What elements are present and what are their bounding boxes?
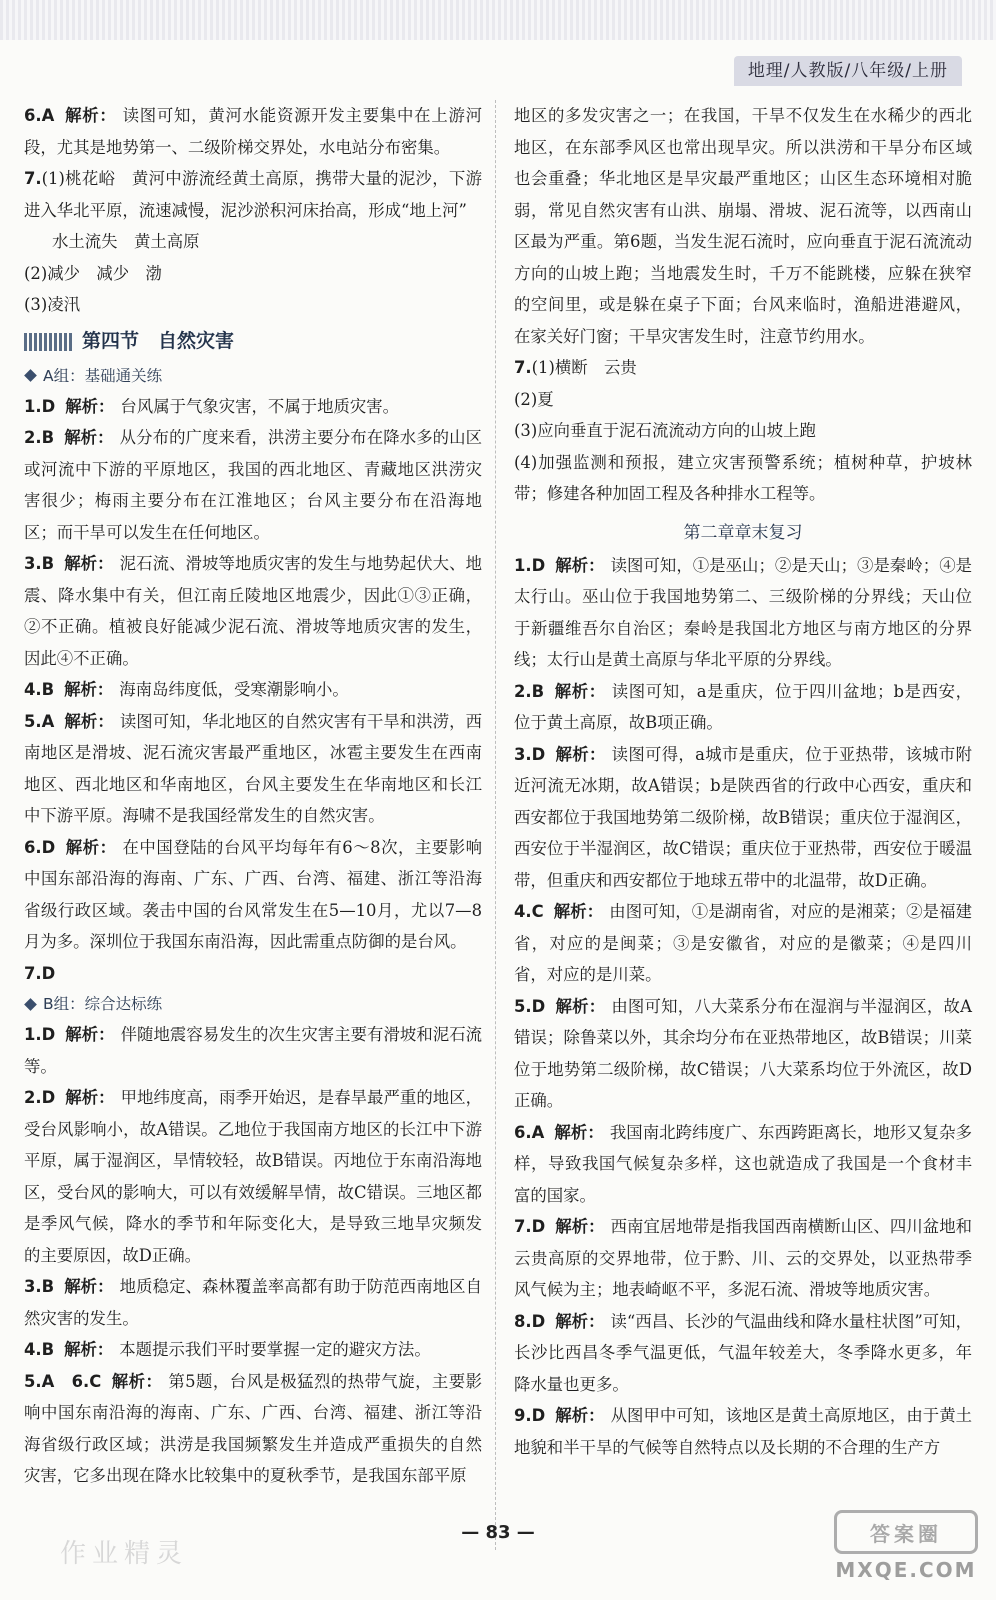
watermark-url: MXQE.COM — [835, 1558, 977, 1582]
answer-item: 2.B 解析： 读图可知，a是重庆，位于四川盆地；b是西安，位于黄土高原，故B项正确。 — [514, 681, 972, 732]
answer-item: 3.B 解析： 地质稳定、森林覆盖率高都有助于防范西南地区自然灾害的发生。 — [24, 1277, 483, 1328]
answer-item: 7.(1)桃花峪 黄河中游流经黄土高原，携带大量的泥沙，下游进入华北平原，流速减慢，泥沙淤积河床抬高，形成“地上河” — [24, 169, 482, 220]
answer-item: 4.C 解析： 由图可知，①是湖南省，对应的是湘菜；②是福建省，对应的是闽菜；③是安徽省，对应的是徽菜；④是四川省，对应的是川菜。 — [514, 902, 973, 984]
answer-item: 2.B 解析： 从分布的广度来看，洪涝主要分布在降水多的山区或河流中下游的平原地区，我国的西北地区、青藏地区洪涝灾害很少；梅雨主要分布在江淮地区；台风主要分布在沿海地区；而干旱可以发生在任何地区。 — [24, 428, 483, 542]
page-number: — 83 — — [461, 1522, 535, 1543]
answer-item: 7.(1)横断 云贵 — [514, 358, 637, 377]
answer-line: (2)减少 减少 渤 — [24, 263, 162, 283]
site-watermark — [834, 1510, 978, 1582]
answer-item: 7.D — [24, 963, 56, 983]
diamond-icon — [24, 369, 37, 382]
chapter-review-heading: 第二章章末复习 — [683, 522, 803, 543]
section-bars-icon — [24, 333, 74, 351]
group-heading-b: B组：综合达标练 — [24, 989, 482, 1019]
answer-item: 8.D 解析： 读“西昌、长沙的气温曲线和降水量柱状图”可知，长沙比西昌冬季气温更低，气温年较差大，冬季降水更多，年降水量也更多。 — [514, 1311, 972, 1394]
answer-item: 1.D 解析： 伴随地震容易发生的次生灾害主要有滑坡和泥石流等。 — [24, 1025, 483, 1076]
running-header: 地理/人教版/八年级/上册 — [734, 56, 962, 86]
answer-continuation: 地区的多发灾害之一；在我国，干旱不仅发生在水稀少的西北地区，在东部季风区也常出现旱灾。所以洪涝和干旱分布区域也会重叠；华北地区是旱灾最严重地区；山区生态环境相对脆弱，常见自然灾害有山洪、崩塌、滑坡、泥石流等，以西南山区最为严重。第6题，当发生泥石流时，应向垂直于泥石流流动方向的山坡上跑；当地震发生时，千万不能跳楼，应躲在狭窄的空间里，或是躲在桌子下面；台风来临时，渔船进港避风，在家关好门窗；干旱灾害发生时，注意节约用水。 — [514, 106, 972, 346]
group-heading-a: A组：基础通关练 — [24, 361, 482, 391]
answer-item: 4.B 解析： 本题提示我们平时要掌握一定的避灾方法。 — [24, 1340, 431, 1359]
watermark-logo-icon: 答案圈 — [834, 1510, 978, 1554]
answer-item: 6.A 解析： 读图可知，黄河水能资源开发主要集中在上游河段，尤其是地势第一、二级阶梯交界处，水电站分布密集。 — [24, 106, 483, 157]
answer-item: 3.B 解析： 泥石流、滑坡等地质灾害的发生与地势起伏大、地震、降水集中有关，但江南丘陵地区地震少，因此①③正确，②不正确。植被良好能减少泥石流、滑坡等地质灾害的发生，因此④不正确。 — [24, 554, 483, 668]
answer-item: 5.A 6.C 解析： 第5题，台风是极猛烈的热带气旋，主要影响中国东南沿海的海南、广东、广西、台湾、福建、浙江等沿海省级行政区域；洪涝是我国频繁发生并造成严重损失的自然灾害，它多出现在降水比较集中的夏秋季节，是我国东部平原 — [24, 1371, 483, 1485]
answer-item: 6.A 解析： 我国南北跨纬度广、东西跨距离长，地形又复杂多样，导致我国气候复杂多样，这也就造成了我国是一个食材丰富的国家。 — [514, 1122, 973, 1205]
answer-item: 3.D 解析： 读图可得，a城市是重庆，位于亚热带，该城市附近河流无冰期，故A错误；b是陕西省的行政中心西安，重庆和西安都位于我国地势第二级阶梯，故B错误；重庆位于湿润区，西安位于半湿润区，故C错误；重庆位于亚热带，西安位于暖温带，但重庆和西安都位于地球五带中的北温带，故D正确。 — [514, 744, 972, 890]
answer-item: 1.D 解析： 读图可知，①是巫山；②是天山；③是秦岭；④是太行山。巫山位于我国地势第二、三级阶梯的分界线；天山位于新疆维吾尔自治区；秦岭是我国北方地区与南方地区的分界线；太行山是黄土高原与华北平原的分界线。 — [514, 555, 973, 669]
answer-item: 7.D 解析： 西南宜居地带是指我国西南横断山区、四川盆地和云贵高原的交界地带，位于黔、川、云的交界处，以亚热带季风气候为主；地表崎岖不平，多泥石流、滑坡等地质灾害。 — [514, 1217, 973, 1299]
answer-line: (2)夏 — [514, 389, 554, 409]
answer-item: 4.B 解析： 海南岛纬度低，受寒潮影响小。 — [24, 680, 349, 699]
answer-line: (3)凌汛 — [24, 295, 80, 314]
column-divider — [495, 100, 496, 1550]
answer-item: 9.D 解析： 从图甲中可知，该地区是黄土高原地区，由于黄土地貌和半干旱的气候等自然特点以及长期的不合理的生产方 — [514, 1406, 973, 1457]
top-scan-band — [0, 0, 996, 40]
answer-line: (3)应向垂直于泥石流流动方向的山坡上跑 — [514, 421, 816, 440]
faint-watermark-text: 作业精灵 — [60, 1539, 189, 1569]
answer-line: 水土流失 黄土高原 — [52, 232, 200, 251]
answer-line: (4)加强监测和预报，建立灾害预警系统；植树种草，护坡林带；修建各种加固工程及各种排水工程等。 — [514, 452, 972, 503]
section-heading: 第四节 自然灾害 — [24, 325, 482, 359]
left-column — [24, 100, 482, 1492]
right-column — [514, 100, 972, 1463]
answer-item: 2.D 解析： 甲地纬度高，雨季开始迟，是春旱最严重的地区，受台风影响小，故A错误。乙地位于我国南方地区的长江中下游平原，属于湿润区，旱情较轻，故B错误。丙地位于东南沿海地区，受台风的影响大，可以有效缓解旱情，故C错误。三地区都是季风气候，降水的季节和年际变化大，是导致三地旱灾频发的主要原因，故D正确。 — [24, 1088, 483, 1265]
answer-item: 5.D 解析： 由图可知，八大菜系分布在湿润与半湿润区，故A错误；除鲁菜以外，其余均分布在亚热带地区，故B错误；川菜位于地势第二级阶梯，故C错误；八大菜系均位于外流区，故D正确。 — [514, 996, 972, 1110]
answer-item: 1.D 解析： 台风属于气象灾害，不属于地质灾害。 — [24, 396, 400, 416]
diamond-icon — [24, 998, 37, 1011]
answer-item: 5.A 解析： 读图可知，华北地区的自然灾害有干旱和洪涝，西南地区是滑坡、泥石流灾害最严重地区，冰雹主要发生在西南地区、西北地区和华南地区，台风主要发生在华南地区和长江中下游平原。海啸不是我国经常发生的自然灾害。 — [24, 711, 483, 825]
answer-item: 6.D 解析： 在中国登陆的台风平均每年有6～8次，主要影响中国东部沿海的海南、广东、广西、台湾、福建、浙江等沿海省级行政区域。袭击中国的台风常发生在5—10月，尤以7—8月为多。深圳位于我国东南沿海，因此需重点防御的是台风。 — [24, 837, 483, 951]
